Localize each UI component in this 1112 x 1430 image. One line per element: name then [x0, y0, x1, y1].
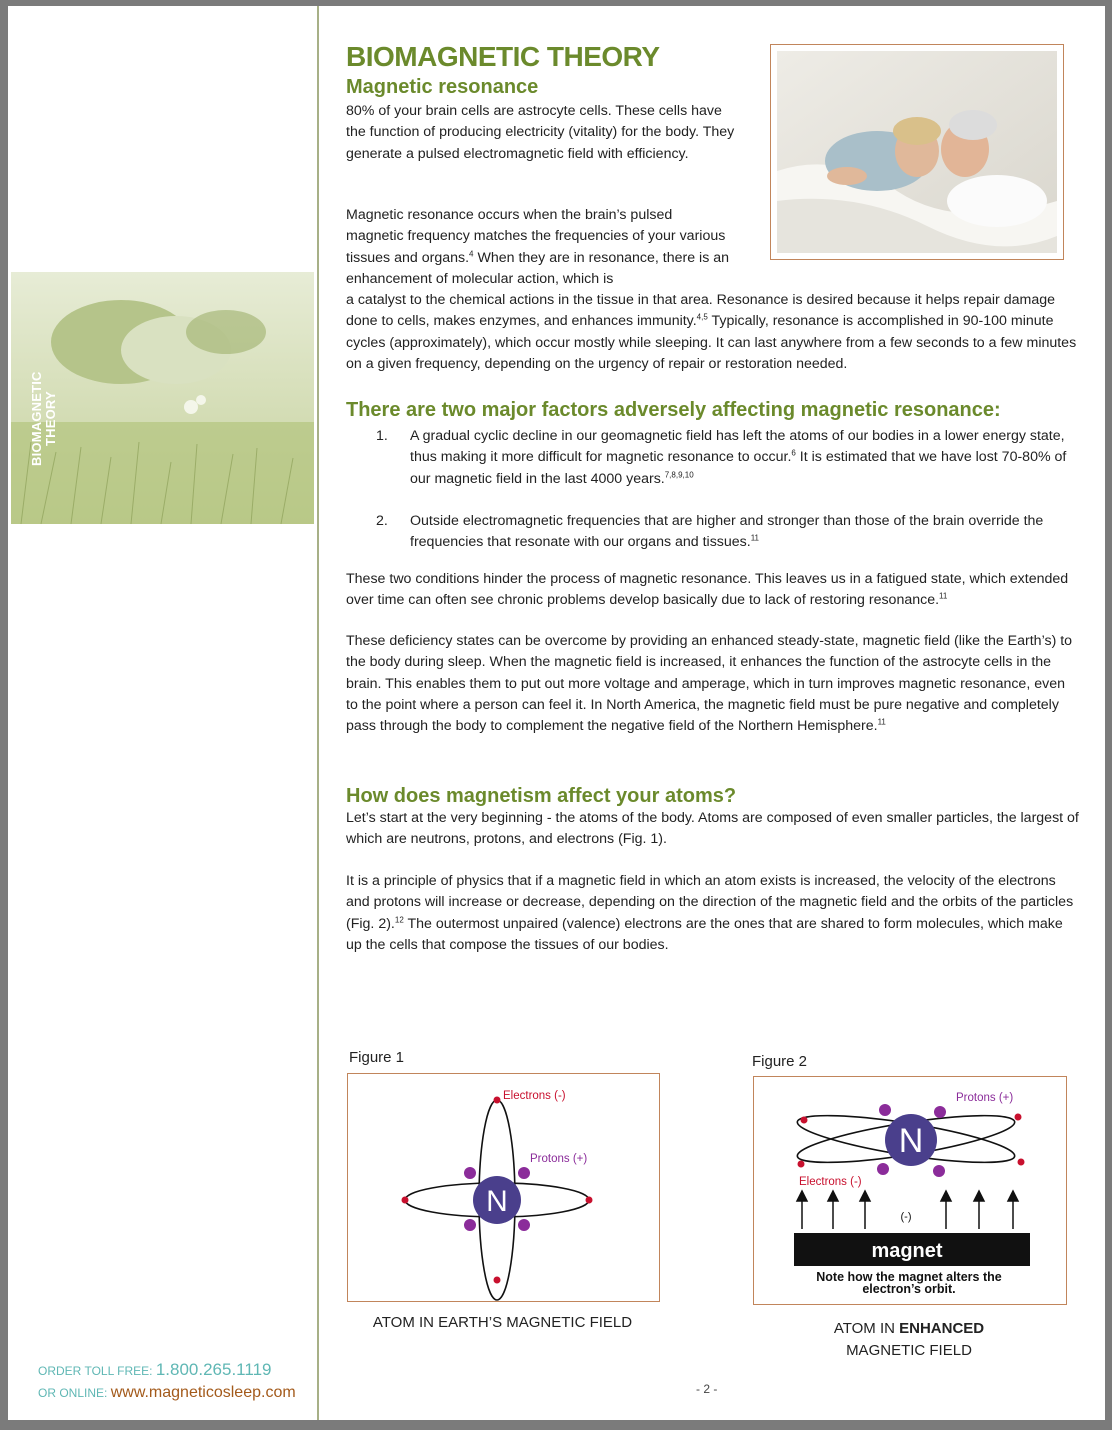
electron	[586, 1197, 593, 1204]
figure2-atom-diagram	[754, 1077, 1066, 1304]
electron	[798, 1161, 805, 1168]
proton	[518, 1219, 530, 1231]
online-label: OR ONLINE:	[38, 1386, 108, 1400]
figure1-label: Figure 1	[349, 1049, 405, 1066]
figure2-box	[753, 1076, 1067, 1305]
section-heading-factors: There are two major factors adversely affecting magnetic resonance:	[346, 399, 1001, 421]
sidebar-section-label	[30, 336, 58, 466]
figure1-box	[347, 1073, 660, 1302]
proton	[934, 1106, 946, 1118]
proton	[933, 1165, 945, 1177]
electron	[801, 1117, 808, 1124]
nucleus-label: N	[486, 1185, 508, 1218]
factors-list	[376, 426, 1076, 553]
electron	[1018, 1159, 1025, 1166]
electrons-label: Electrons (-)	[799, 1176, 862, 1188]
order-phone	[38, 1360, 271, 1380]
order-label: ORDER TOLL FREE:	[38, 1364, 153, 1378]
couple-sleeping-photo	[777, 51, 1057, 253]
magnet-label: magnet	[871, 1240, 943, 1262]
paragraph-physics: It is a principle of physics that if a magnetic field in which an atom exists is increased, the velocity of the electrons and protons will increase or decrease, depending on the direction of the magnetic field and the orbits of the particles (Fig. 2).$^{12}$ The outermost unpaired (valence) electrons are the ones that are shared to form molecules, which make up the cells that compose the tissues of our bodies.	[346, 873, 1074, 953]
note-line1: Note how the magnet alters the	[816, 1270, 1002, 1284]
figure2-caption: ATOM IN ENHANCED MAGNETIC FIELD	[833, 1320, 985, 1359]
brochure-page	[8, 6, 1105, 1420]
list-item: 2. Outside electromagnetic frequencies that are higher and stronger than those of the brain override the frequencies that resonate with our organs and tissues.$^{11}$	[376, 512, 1044, 551]
page-number: - 2 -	[696, 1382, 718, 1396]
nucleus-label: N	[898, 1122, 924, 1160]
electrons-label: Electrons (-)	[503, 1090, 566, 1102]
field-arrows	[797, 1191, 1018, 1229]
protons-label: Protons (+)	[956, 1092, 1014, 1104]
protons-label: Protons (+)	[530, 1153, 588, 1165]
paragraph-resonance-detail: a catalyst to the chemical actions in the tissue in that area. Resonance is desired because it helps repair damage done to cells, makes enzymes, and enhances immunity.$^{4,5}$ Typically, resonance is accomplished in 90-100 minute cycles (approximately), which occur mostly while sleeping. It can last anywhere from a few seconds to a few minutes on a given frequency, depending on the urgency of repair or restoration needed.	[346, 292, 1077, 372]
page-title: BIOMAGNETIC THEORY	[346, 41, 660, 72]
list-item: 1. A gradual cyclic decline in our geomagnetic field has left the atoms of our bodies in a lower energy state, thus making it more difficult for magnetic resonance to occur.$^6$ It is estimated that we have lost 70-80% of our magnetic field in the last 4000 years.$^{7,8,9,10}$	[376, 428, 1067, 487]
section-heading-atoms: How does magnetism affect your atoms?	[346, 785, 737, 807]
column-divider	[317, 6, 319, 1420]
proton	[877, 1163, 889, 1175]
electron	[494, 1277, 501, 1284]
order-online	[38, 1384, 296, 1402]
proton	[518, 1167, 530, 1179]
paragraph-conditions: These two conditions hinder the process of magnetic resonance. This leaves us in a fatigued state, which extended over time can often see chronic problems develop basically due to lack of restoring resonance.$^{11}$	[346, 571, 1069, 609]
paragraph-atoms: Let’s start at the very beginning - the atoms of the body. Atoms are composed of even smaller particles, the largest of which are neutrons, protons, and electrons (Fig. 1).	[346, 810, 1079, 848]
website-link[interactable]: www.magneticosleep.com	[110, 1384, 296, 1401]
proton	[879, 1104, 891, 1116]
minus-label: (-)	[900, 1211, 912, 1223]
section-heading-resonance: Magnetic resonance	[346, 76, 539, 98]
couple-photo-frame	[770, 44, 1064, 260]
paragraph-astrocyte: 80% of your brain cells are astrocyte cells. These cells have the function of producing electricity (vitality) for the body. They generate a pulsed electromagnetic field with efficiency.	[346, 103, 735, 162]
proton	[464, 1167, 476, 1179]
sidebar	[8, 6, 317, 1420]
sidebar-label-line1: BIOMAGNETIC	[29, 371, 44, 466]
note-line2: electron’s orbit.	[862, 1282, 956, 1296]
electron	[402, 1197, 409, 1204]
proton	[464, 1219, 476, 1231]
electron	[1015, 1114, 1022, 1121]
sidebar-label-line2: THEORY	[43, 391, 58, 446]
figure2-label: Figure 2	[752, 1053, 808, 1070]
figure1-atom-diagram	[348, 1074, 659, 1301]
paragraph-resonance-intro: Magnetic resonance occurs when the brain’s pulsed magnetic frequency matches the frequencies of your various tissues and organs.$^4$ When they are in resonance, there is an enhancement of molecular action, which is	[346, 207, 730, 287]
paragraph-deficiency: These deficiency states can be overcome by providing an enhanced steady-state, magnetic field (like the Earth’s) to the body during sleep. When the magnetic field is increased, it enhances the function of the astrocyte cells in the brain. This enables them to put out more voltage and amperage, which in turn improves magnetic resonance, even to the point where a person can feel it. In North America, the magnetic field must be pure negative and completely pass through the body to complement the negative field of the Northern Hemisphere.$^{11}$	[346, 633, 1073, 735]
phone-number[interactable]: 1.800.265.1119	[155, 1360, 272, 1379]
figure1-caption: ATOM IN EARTH’S MAGNETIC FIELD	[372, 1314, 633, 1331]
electron	[494, 1097, 501, 1104]
